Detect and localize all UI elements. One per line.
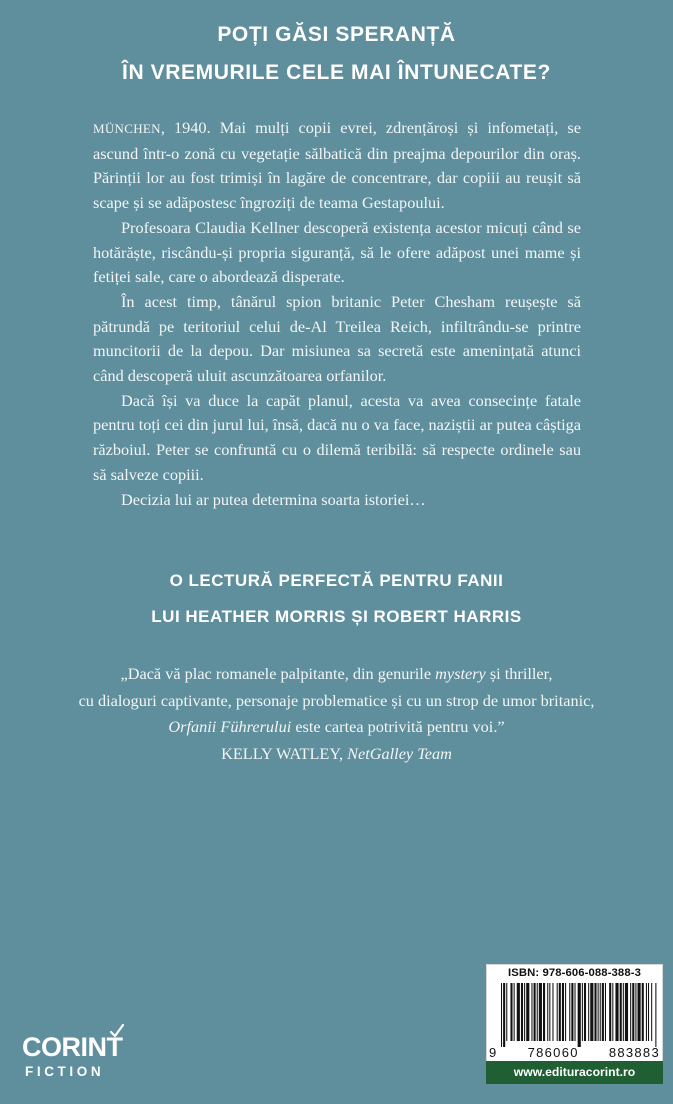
isbn-label: ISBN: 978-606-088-388-3 xyxy=(508,967,641,979)
barcode-bar xyxy=(501,983,502,1047)
barcode-bar xyxy=(557,983,558,1041)
headline-line-2: ÎN VREMURILE CELE MAI ÎNTUNECATE? xyxy=(122,61,551,84)
barcode-digit-group-1: 786060 xyxy=(527,1045,579,1060)
barcode-bar xyxy=(559,983,561,1041)
blurb-paragraph-5: Decizia lui ar putea determina soarta istoriei… xyxy=(121,489,426,509)
quote-author-affiliation: NetGalley Team xyxy=(347,743,452,763)
barcode-bar xyxy=(646,983,647,1041)
blurb-paragraph-1 xyxy=(93,116,581,216)
barcode-bar xyxy=(506,983,507,1041)
barcode-bar xyxy=(602,983,604,1041)
barcode-bar xyxy=(517,983,520,1041)
quote-author xyxy=(40,741,633,768)
barcode-digit-prefix: 9 xyxy=(489,1045,498,1060)
barcode-bar xyxy=(575,983,576,1041)
subhead-line-1: O LECTURĂ PERFECTĂ PENTRU FANII xyxy=(169,571,504,590)
quote-genre: mystery xyxy=(435,664,486,683)
barcode-bar xyxy=(514,983,515,1041)
barcode-bar xyxy=(539,983,542,1041)
quote-author-name: KELLY WATLEY, xyxy=(221,743,348,763)
barcode-bar xyxy=(534,983,536,1041)
barcode-bar xyxy=(552,983,553,1041)
barcode-bar xyxy=(547,983,548,1041)
blurb-paragraph-4: Dacă își va duce la capăt planul, acesta va avea consecințe fatale pentru toți cei din jurul lui, însă, dacă nu o va face, naziștii ar putea câștiga războiul. Peter se confruntă cu o dilemă teribilă: să respecte ordinele sau să salveze copiii. xyxy=(93,390,581,484)
publisher-logo xyxy=(22,1024,132,1084)
blurb-city: MÜNCHEN xyxy=(93,121,161,136)
barcode-bar xyxy=(543,983,545,1041)
subhead xyxy=(0,563,673,635)
headline-line-1: POȚI GĂSI SPERANȚĂ xyxy=(217,23,456,46)
quote-line-1 xyxy=(40,661,633,688)
quote-line-1-a: „Dacă vă plac romanele palpitante, din genurile xyxy=(120,664,436,683)
quote-line-1-b: și thriller, xyxy=(485,664,553,683)
barcode-bar xyxy=(655,983,656,1047)
barcode-bar xyxy=(594,983,596,1041)
blurb-paragraph-2: Profesoara Claudia Kellner descoperă existența acestor micuți când se hotărăște, riscându-și propria siguranță, să le ofere adăpost unei mame și fetiței sale, care o abordează disperate. xyxy=(93,217,581,287)
barcode-bar xyxy=(524,983,525,1041)
barcode-bar xyxy=(590,983,593,1041)
quote-line-2: cu dialoguri captivante, personaje problematice și cu un strop de umor britanic, xyxy=(78,690,595,710)
barcode-bar xyxy=(600,983,601,1041)
barcode-bar xyxy=(612,983,613,1041)
barcode-bar xyxy=(582,983,583,1041)
barcode-bar xyxy=(620,983,622,1041)
barcode-digits xyxy=(489,1045,660,1060)
quote-line-3 xyxy=(40,714,633,741)
quote-book-title: Orfanii Führerului xyxy=(168,717,292,736)
barcode-bar xyxy=(638,983,641,1041)
barcode-bar xyxy=(562,983,564,1041)
barcode-bar xyxy=(549,983,550,1041)
barcode-bar xyxy=(510,983,512,1041)
barcode-bar xyxy=(526,983,529,1041)
headline xyxy=(0,16,673,92)
barcode-bar xyxy=(503,983,505,1047)
barcode-bar xyxy=(635,983,636,1041)
barcode-bar xyxy=(648,983,649,1041)
barcode-bar xyxy=(531,983,532,1041)
barcode-bar xyxy=(605,983,606,1041)
barcode-bar xyxy=(588,983,589,1041)
barcode-bar xyxy=(609,983,611,1041)
barcode-bar xyxy=(623,983,624,1041)
blurb xyxy=(93,116,581,512)
barcode-bar xyxy=(571,983,573,1041)
barcode-bar xyxy=(565,983,566,1041)
barcode-bar xyxy=(630,983,631,1041)
blurb-paragraph-3: În acest timp, tânărul spion britanic Peter Chesham reușește să pătrundă pe teritoriul celui de-Al Treilea Reich, infiltrându-se printre muncitorii de la depou. Dar misiunea sa secretă este amenințată atunci când descoperă uluit ascunzătoarea orfanilor. xyxy=(93,291,581,386)
barcode-bar xyxy=(615,983,618,1041)
publisher-website[interactable]: www.edituracorint.ro xyxy=(486,1061,663,1084)
barcode-bar xyxy=(569,983,570,1041)
quote-line-3-b: este cartea potrivită pentru voi.” xyxy=(291,717,505,736)
subhead-line-2: LUI HEATHER MORRIS ȘI ROBERT HARRIS xyxy=(151,607,522,626)
barcode-box xyxy=(486,964,663,1066)
barcode-bar xyxy=(632,983,634,1041)
logo-brand: CORINT xyxy=(22,1032,123,1062)
barcode-bar xyxy=(578,983,581,1047)
barcode-bar xyxy=(625,983,628,1041)
review-quote xyxy=(40,661,633,767)
barcode-bar xyxy=(521,983,523,1041)
logo-imprint: FICTION xyxy=(25,1064,105,1079)
barcode-bar xyxy=(584,983,586,1041)
blurb-paragraph-1-text: , 1940. Mai mulți copii evrei, zdrențăroși și infometați, se ascund într-o zonă cu vegetație sălbatică din preajma depourilor din oraș. Părinții lor au fost trimiși în lagăre de concentrare, dar copiii au reușit să scape și se adăpostesc îngroziți de teama Gestapoului. xyxy=(93,118,581,213)
barcode-bar xyxy=(642,983,644,1041)
barcode-digit-group-2: 883883 xyxy=(608,1045,660,1060)
barcode-icon xyxy=(501,983,657,1047)
barcode-bar xyxy=(598,983,599,1041)
barcode-bar xyxy=(537,983,538,1041)
barcode-bar xyxy=(651,983,652,1041)
